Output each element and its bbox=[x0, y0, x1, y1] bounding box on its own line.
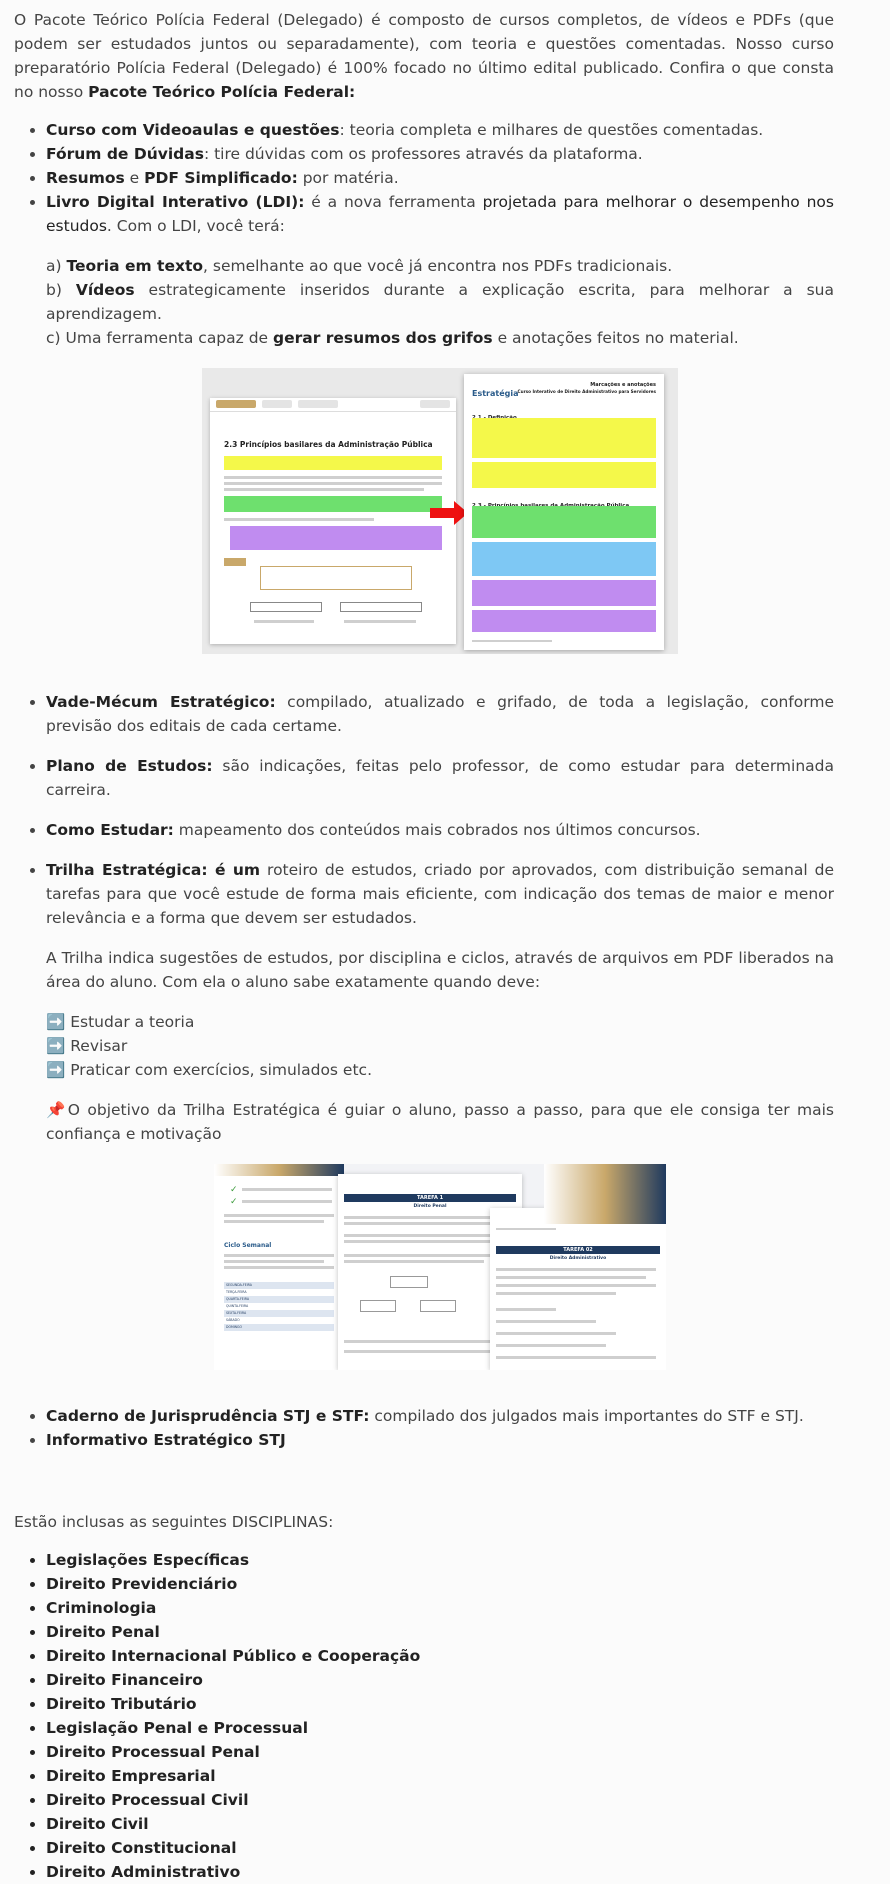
discipline-item: • Direito Constitucional bbox=[46, 1836, 834, 1860]
list-item: • Como Estudar: mapeamento dos conteúdos mais cobrados nos últimos concursos. bbox=[46, 818, 834, 842]
list-item bbox=[46, 142, 834, 166]
intro-paragraph bbox=[14, 8, 834, 104]
discipline-item: • Legislação Penal e Processual bbox=[46, 1716, 834, 1740]
brand-logo: Estratégia bbox=[472, 389, 519, 398]
feature-title: PDF Simplificado: bbox=[144, 169, 298, 187]
ldi-page-left bbox=[210, 398, 456, 644]
intro-bold: Pacote Teórico Polícia Federal: bbox=[88, 83, 356, 101]
list-item: • Plano de Estudos: são indicações, feitas pelo professor, de como estudar para determinada carreira. bbox=[46, 754, 834, 802]
discipline-item: • Direito Processual Penal bbox=[46, 1740, 834, 1764]
list-item: • Vade-Mécum Estratégico: compilado, atualizado e grifado, de toda a legislação, conforme previsão dos editais de cada certame. bbox=[46, 690, 834, 738]
discipline-item: • Direito Financeiro bbox=[46, 1668, 834, 1692]
intro-text: O Pacote Teórico Polícia Federal (Delegado) é composto de cursos completos, de vídeos e PDFs (que podem ser estudados juntos ou separadamente), com teoria e questões comentadas. Nosso curso preparatório Polícia Federal (Delegado) é 100% focado no último edital publicado. Confira o que consta no nosso bbox=[14, 11, 834, 101]
discipline-item: • Direito Civil bbox=[46, 1812, 834, 1836]
tarefa1-label: TAREFA 1 bbox=[416, 1195, 444, 1201]
feature-list bbox=[14, 118, 834, 654]
tarefa2-label: TAREFA 02 bbox=[563, 1247, 593, 1253]
day-row: QUARTA-FEIRA bbox=[224, 1296, 334, 1303]
list-item bbox=[46, 166, 834, 190]
day-row: SEGUNDA-FEIRA bbox=[224, 1282, 334, 1289]
day-row: DOMINGO bbox=[224, 1324, 334, 1331]
day-row: TERÇA-FEIRA bbox=[224, 1289, 334, 1296]
ldi-items bbox=[46, 254, 834, 350]
ldi-left-heading: 2.3 Princípios basilares da Administração Pública bbox=[224, 440, 433, 449]
discipline-item: • Direito Empresarial bbox=[46, 1764, 834, 1788]
disciplines-title: Estão inclusas as seguintes DISCIPLINAS: bbox=[14, 1513, 334, 1531]
discipline-item: • Direito Penal bbox=[46, 1620, 834, 1644]
feature-text: : teoria completa e milhares de questões comentadas. bbox=[339, 121, 764, 139]
day-row: QUINTA-FEIRA bbox=[224, 1303, 334, 1310]
discipline-item: • Direito Tributário bbox=[46, 1692, 834, 1716]
discipline-item: • Direito Previdenciário bbox=[46, 1572, 834, 1596]
feature-title: Fórum de Dúvidas bbox=[46, 145, 204, 163]
discipline-item: • Direito Administrativo bbox=[46, 1860, 834, 1884]
trilha-steps bbox=[46, 1010, 834, 1082]
trilha-step: ➡️ Revisar bbox=[46, 1037, 128, 1055]
ldi-right-subtitle: Curso Interativo de Direito Administrativo para Servidores bbox=[517, 389, 656, 394]
feature-title: Resumos bbox=[46, 169, 125, 187]
days-table bbox=[224, 1282, 334, 1331]
ldi-screenshot bbox=[202, 368, 678, 654]
ldi-item: a) Teoria em texto, semelhante ao que você já encontra nos PDFs tradicionais. bbox=[46, 257, 673, 275]
feature-text: por matéria. bbox=[297, 169, 399, 187]
tarefa2-subject: Direito Administrativo bbox=[549, 1256, 607, 1261]
trilha-step: ➡️ Praticar com exercícios, simulados etc. bbox=[46, 1061, 372, 1079]
final-feature-list bbox=[14, 1404, 834, 1452]
trilha-goal: 📌O objetivo da Trilha Estratégica é guiar o aluno, passo a passo, para que ele consiga ter mais confiança e motivação bbox=[46, 1101, 834, 1143]
ciclo-heading: Ciclo Semanal bbox=[224, 1242, 272, 1249]
discipline-item: • Direito Internacional Público e Cooperação bbox=[46, 1644, 834, 1668]
day-row: SEXTA-FEIRA bbox=[224, 1310, 334, 1317]
discipline-item: • Criminologia bbox=[46, 1596, 834, 1620]
feature-text: é a nova ferramenta bbox=[304, 193, 483, 211]
trilha-screenshot: ✓ ✓ Ciclo Semanal SEGUNDA-FEIRA TERÇA-FEIRA QUARTA-FEIRA QUINTA-FEIRA SEXTA-FEIRA SÁBADO DOMINGO TAREFA 1 Direito Penal TAREFA 02 Direito Administrativo bbox=[214, 1164, 666, 1370]
list-item bbox=[46, 118, 834, 142]
list-item: • Informativo Estratégico STJ bbox=[46, 1428, 834, 1452]
more-feature-list bbox=[14, 690, 834, 1370]
feature-text: : tire dúvidas com os professores através da plataforma. bbox=[203, 145, 643, 163]
feature-title: Curso com Videoaulas e questões bbox=[46, 121, 340, 139]
list-item: • Caderno de Jurisprudência STJ e STF: compilado dos julgados mais importantes do STF e STJ. bbox=[46, 1404, 834, 1428]
ldi-right-title: Marcações e anotações bbox=[590, 382, 656, 388]
trilha-step: ➡️ Estudar a teoria bbox=[46, 1013, 195, 1031]
discipline-item: • Legislações Específicas bbox=[46, 1548, 834, 1572]
list-item: • Trilha Estratégica: é um roteiro de estudos, criado por aprovados, com distribuição semanal de tarefas para que você estude de forma mais eficiente, com indicação dos temas de maior e menor relevância e a forma que devem ser estudados. A Trilha indica sugestões de estudos, por disciplina e ciclos, através de arquivos em PDF liberados na área do aluno. Com ela o aluno sabe exatamente quando deve: ➡️ Estudar a teoria ➡️ Revisar ➡️ Praticar com exercícios, simulados etc. 📌O objetivo da Trilha Estratégica é guiar o aluno, passo a passo, para que ele consiga ter mais confiança e motivação ✓ ✓ Ciclo Semanal SEGUNDA-FEIRA TERÇA-FEIRA QUARTA-FEIRA QUINTA-FEIRA SEXTA-FEIRA SÁBADO DOMINGO TAREFA 1 Direito Penal TAREFA 02 Direito Administrativo bbox=[46, 858, 834, 1370]
feature-text: . Com o LDI, você terá: bbox=[106, 217, 285, 235]
feature-emphasis: projetada para melhorar o desempenho nos estudos bbox=[46, 193, 834, 235]
day-row: SÁBADO bbox=[224, 1317, 334, 1324]
list-item bbox=[46, 190, 834, 654]
disciplines-list bbox=[14, 1548, 834, 1884]
ldi-item: b) Vídeos estrategicamente inseridos durante a explicação escrita, para melhorar a sua aprendizagem. bbox=[46, 281, 834, 323]
feature-title: Livro Digital Interativo (LDI): bbox=[46, 193, 305, 211]
ldi-page-right bbox=[464, 374, 664, 650]
feature-text: e bbox=[124, 169, 145, 187]
ldi-item: c) Uma ferramenta capaz de gerar resumos dos grifos e anotações feitos no material. bbox=[46, 329, 739, 347]
tarefa1-subject: Direito Penal bbox=[413, 1204, 447, 1209]
discipline-item: • Direito Processual Civil bbox=[46, 1788, 834, 1812]
trilha-paragraph: A Trilha indica sugestões de estudos, por disciplina e ciclos, através de arquivos em PDF liberados na área do aluno. Com ela o aluno sabe exatamente quando deve: bbox=[46, 949, 834, 991]
